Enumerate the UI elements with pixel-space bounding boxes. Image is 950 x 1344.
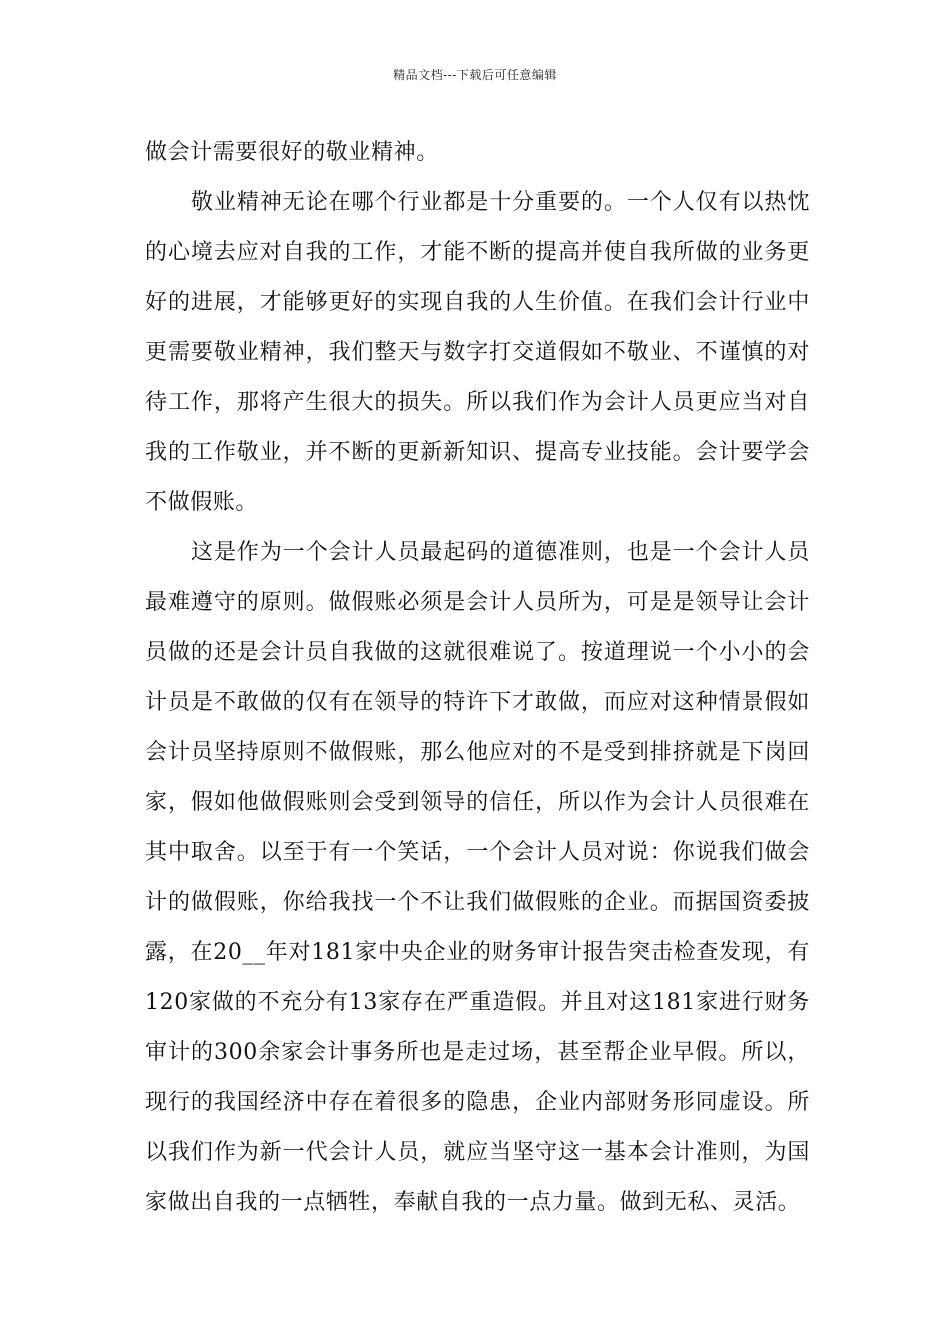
- text-line: 其中取舍。以至于有一个笑话，一个会计人员对说：你说我们做会: [145, 840, 810, 865]
- text-line: 会计员坚持原则不做假账，那么他应对的不是受到排挤就是下岗回: [145, 740, 810, 765]
- text-line: 露，在20__年对181家中央企业的财务审计报告突击检查发现，有: [145, 940, 810, 965]
- text-line: 审计的300余家会计事务所也是走过场，甚至帮企业早假。所以，: [145, 1040, 810, 1065]
- document-body: [145, 128, 810, 1228]
- text-line: 这是作为一个会计人员最起码的道德准则，也是一个会计人员: [191, 540, 810, 565]
- text-line: 做会计需要很好的敬业精神。: [145, 140, 439, 165]
- text-line: 敬业精神无论在哪个行业都是十分重要的。一个人仅有以热忱: [191, 190, 810, 215]
- text-line: 好的进展，才能够更好的实现自我的人生价值。在我们会计行业中: [145, 290, 810, 315]
- text-line: 更需要敬业精神，我们整天与数字打交道假如不敬业、不谨慎的对: [145, 340, 810, 365]
- text-line: 120家做的不充分有13家存在严重造假。并且对这181家进行财务: [145, 990, 810, 1015]
- text-line: 的心境去应对自我的工作，才能不断的提高并使自我所做的业务更: [145, 240, 810, 265]
- text-line: 以我们作为新一代会计人员，就应当坚守这一基本会计准则，为国: [145, 1140, 810, 1165]
- text-line: 员做的还是会计员自我做的这就很难说了。按道理说一个小小的会: [145, 640, 810, 665]
- text-line: 计的做假账，你给我找一个不让我们做假账的企业。而据国资委披: [145, 890, 810, 915]
- text-line: 家做出自我的一点牺牲，奉献自我的一点力量。做到无私、灵活。: [145, 1190, 801, 1215]
- text-line: 最难遵守的原则。做假账必须是会计人员所为，可是是领导让会计: [145, 590, 810, 615]
- text-line: 计员是不敢做的仅有在领导的特许下才敢做，而应对这种情景假如: [145, 690, 810, 715]
- page-header: 精品文档---下载后可任意编辑: [393, 68, 557, 82]
- text-line: 待工作，那将产生很大的损失。所以我们作为会计人员更应当对自: [145, 390, 810, 415]
- text-line: 我的工作敬业，并不断的更新新知识、提高专业技能。会计要学会: [145, 440, 810, 465]
- text-line: 现行的我国经济中存在着很多的隐患，企业内部财务形同虚设。所: [145, 1090, 810, 1115]
- text-line: 不做假账。: [145, 490, 259, 515]
- text-line: 家，假如他做假账则会受到领导的信任，所以作为会计人员很难在: [145, 790, 810, 815]
